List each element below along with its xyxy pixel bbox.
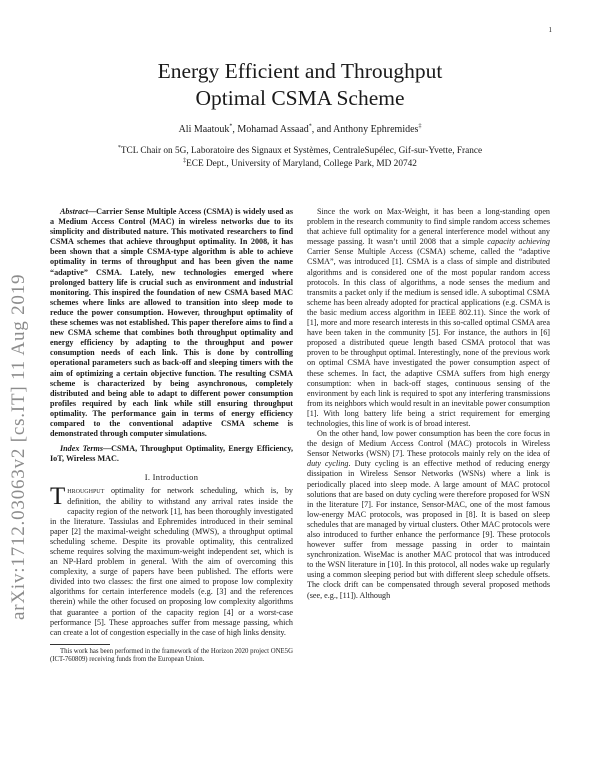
abstract-lead: Abstract: [60, 207, 88, 216]
left-column: [50, 207, 293, 665]
right-paragraph-1-emphasis: capacity achieving: [487, 237, 550, 247]
title-line-2: Optimal CSMA Scheme: [195, 86, 405, 110]
right-paragraph-1-b: Carrier Sense Multiple Access (CSMA) scheme, called the “adaptive CSMA”, was introduced [1]. CSMA is a class of simple and distributed algorithms and is considered one of the most popular random access protocols. In this class of algorithms, a node senses the medium and transmits a packet only if the medium is sensed idle. A suboptimal CSMA scheme has been already adopted for practical applications (e.g. CSMA is the basic medium access algorithm in IEEE 802.11). Since the work of [1], more and more research interests in this so-called optimal CSMA area have been taken in the community [5]. For instance, the authors in [6] proposed a distributed queue length based CSMA protocol that was proven to be throughput optimal. Interestingly, none of the previous work on optimal CSMA have investigated the power consumption aspect of these schemes. In fact, the adaptive CSMA suffers from high energy consumption: when in back-off stages, continuous sensing of the environment by each link is required to spot any interfering transmissions from its neighbors which would result in an inevitable power consumption [1]. With long battery life being a strict requirement for emerging technologies, this line of work is of broad interest.: [307, 247, 550, 428]
footnote: This work has been performed in the framework of the Horizon 2020 project ONE5G (ICT-760809) receiving funds from the European Union.: [50, 647, 293, 664]
title-line-1: Energy Efficient and Throughput: [157, 59, 443, 83]
abstract-text: —Carrier Sense Multiple Access (CSMA) is widely used as a Medium Access Control (MAC) in wireless networks due to its simplicity and distributed nature. This motivated researchers to find CSMA schemes that achieve throughput optimality. In 2008, it has been shown that a simple CSMA-type algorithm is able to achieve optimality in terms of throughput and has been given the name “adaptive” CSMA. Lately, new technologies emerged where prolonged battery life is crucial such as environment and industrial monitoring. This inspired the foundation of new CSMA based MAC schemes where links are allowed to transition into sleep mode to reduce the power consumption. However, throughput optimality of these schemes was not established. This paper therefore aims to find a new CSMA scheme that combines both throughput optimality and energy efficiency by adapting to the throughput and power consumption needs of each link. This is done by controlling operational parameters such as back-off and sleeping timers with the aim of optimizing a certain objective function. The resulting CSMA scheme is characterized by being asynchronous, completely distributed and being able to adapt to different power consumption profiles required by each link while still ensuring throughput optimality. The performance gain in terms of energy efficiency compared to the conventional adaptive CSMA scheme is demonstrated through computer simulations.: [50, 207, 293, 439]
author-list: [40, 124, 560, 135]
author-1-mark: *: [229, 123, 233, 130]
paper-title: [40, 58, 560, 112]
intro-first-word: hroughput: [67, 486, 105, 496]
author-2: Mohamad Assaad: [237, 124, 309, 135]
author-1: Ali Maatouk: [178, 124, 230, 135]
affiliation-2-mark: ‡: [183, 157, 187, 164]
index-terms-lead: Index Terms: [60, 444, 104, 454]
footnote-divider: [50, 644, 110, 645]
affiliation-2: ECE Dept., University of Maryland, College Park, MD 20742: [186, 158, 417, 169]
page-number: 1: [548, 26, 552, 34]
affiliation-1: TCL Chair on 5G, Laboratoire des Signaux et Systèmes, CentraleSupélec, Gif-sur-Yvette, France: [120, 146, 483, 156]
right-paragraph-2-b: . Duty cycling is an effective method of reducing energy dissipation in Wireless Sensor Networks (WSNs) where a link is periodically placed into sleep mode. A large amount of MAC protocol solutions that are based on duty cycling were therefore proposed for WSN in the literature [7]. For instance, Sensor-MAC, one of the most famous low-energy MAC protocols, was proposed in [8]. It is based on sleep schedules that are managed by virtual clusters. Other MAC protocols were also introduced to further enhance the performance [9]. These protocols however suffer from message passing in order to maintain synchronization. WiseMac is another MAC protocol that was introduced to the WSN literature in [10]. In this protocol, all nodes wake up regularly using a common sleeping period but with different sleep schedule offsets. The clock drift can be compensated through several proposed methods (see, e.g., [11]). Although: [307, 459, 550, 600]
intro-paragraph-1-text: optimality for network scheduling, which is, by definition, the ability to withstand any arrival rates inside the capacity region of the network [1], has been thoroughly investigated in the literature. Tassiulas and Ephremides introduced in their seminal paper [2] the maximal-weight scheduling (MWS), a throughput optimal scheduling scheme. Despite its provable optimality, this centralized scheme requires solving the maximum-weight independent set, which is an NP-Hard problem in general. With the aim of overcoming this complexity, a surge of papers have been published. The efforts were divided into two classes: the first one aimed to propose low complexity algorithms for certain interference models (e.g. [3] and the references therein) while the other focused on proposing low complexity algorithms that guarantee a portion of the capacity region [4] or a worst-case performance [5]. These approaches suffer from message passing, which can create a lot of congestion especially in the case of high links density.: [50, 486, 293, 637]
author-sep: ,: [232, 124, 238, 135]
abstract: [50, 207, 293, 439]
index-terms-text: —CSMA, Throughput Optimality, Energy Efficiency, IoT, Wireless MAC.: [50, 444, 293, 464]
right-paragraph-1: [307, 207, 550, 429]
right-paragraph-2: [307, 429, 550, 601]
author-2-mark: *: [308, 123, 312, 130]
author-and: , and: [311, 124, 334, 135]
drop-cap: T: [50, 483, 66, 511]
right-column: [307, 207, 550, 601]
affiliation-1-mark: *: [117, 144, 121, 151]
affiliations: [40, 145, 560, 170]
right-paragraph-2-a: On the other hand, low power consumption has been the core focus in the design of Medium Access Control (MAC) protocols in Wireless Sensor Networks (WSN) [7]. These protocols mainly rely on the idea of: [307, 429, 550, 459]
intro-paragraph-1: [50, 483, 293, 637]
author-3-mark: ‡: [418, 123, 422, 130]
index-terms: [50, 444, 293, 464]
section-heading-introduction: I. Introduction: [144, 472, 199, 483]
right-paragraph-2-emphasis: duty cycling: [307, 459, 349, 469]
arxiv-watermark[interactable]: arXiv:1712.03063v2 [cs.IT] 11 Aug 2019: [8, 273, 29, 620]
right-paragraph-1-a: Since the work on Max-Weight, it has been a long-standing open problem in the research community to find simple random access schemes that achieve full optimality for a general interference model without any message passing. It wasn’t until 2008 that a simple: [307, 207, 550, 247]
author-3: Anthony Ephremides: [333, 124, 419, 135]
